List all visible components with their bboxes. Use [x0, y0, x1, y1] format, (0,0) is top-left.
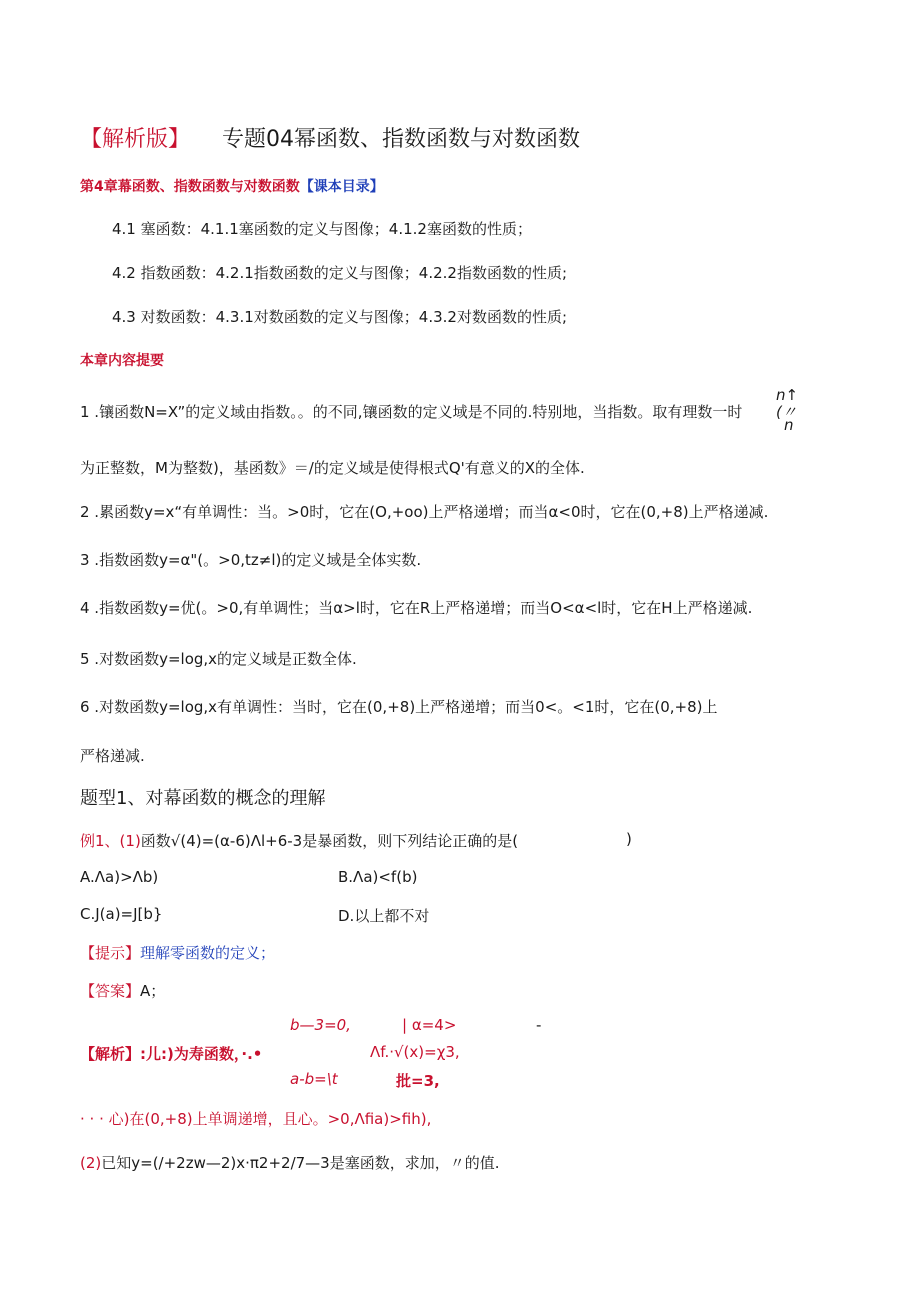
- part-2-number: (2): [80, 1154, 102, 1172]
- summary-p6-cont: 严格递减.: [80, 747, 145, 765]
- eq-fx: Λf.·√(x)=χ3,: [370, 1043, 460, 1061]
- catalog-bracket: 【课本目录】: [299, 179, 384, 195]
- summary-p1-line2: 为正整数，M为整数)，基函数》＝/的定义域是使得根式Q'有意义的X的全体.: [80, 459, 585, 477]
- option-a: A.Λa)>Λb): [80, 868, 159, 886]
- answer-text: A；: [140, 982, 166, 1000]
- topic-heading: 题型1、对幕函数的概念的理解: [80, 788, 326, 809]
- analysis: [80, 1043, 262, 1064]
- analysis-text: :儿:)为寿函数，·.•: [140, 1045, 263, 1063]
- part-2: [80, 1152, 500, 1173]
- summary-p1-frac-mid: (〃: [776, 403, 797, 421]
- hint-label: 【提示】: [80, 944, 141, 962]
- catalog-item-4-2: 4.2 指数函数：4.2.1指数函数的定义与图像；4.2.2指数函数的性质;: [112, 264, 568, 282]
- conclusion: · · · 心)在(0,+8)上单调递增，且心。>0,Λfia)>fih),: [80, 1110, 432, 1128]
- eq-alpha-4: | α=4>: [402, 1016, 457, 1034]
- chapter-name: 第4章幕函数、指数函数与对数函数: [80, 179, 300, 195]
- title-tag: 【解析版】: [80, 127, 191, 152]
- summary-p3: 3 .指数函数y=α"(。>0,tz≠l)的定义域是全体实数.: [80, 551, 422, 569]
- option-c: C.J(a)=J[b}: [80, 905, 163, 923]
- answer-label: 【答案】: [80, 982, 141, 1000]
- part-2-text: 已知y=(/+2zw—2)x·π2+2/7—3是塞函数，求加，〃的值.: [101, 1154, 500, 1172]
- eq-a-minus-b: a-b=\t: [290, 1070, 338, 1088]
- page-title: 专题04幂函数、指数函数与对数函数: [222, 127, 580, 152]
- analysis-label: 【解析】: [80, 1045, 141, 1063]
- summary-p1-line1: 1 .镶函数N=X”的定义域由指数。。的不同,镶函数的定义域是不同的.特别地，当指数。取有理数一时: [80, 403, 743, 421]
- summary-p4: 4 .指数函数y=优(。>0,有单调性；当α>l时，它在R上严格递增；而当O<α<l时，它在H上严格递减.: [80, 599, 753, 617]
- chapter-title: [80, 176, 384, 196]
- summary-p2: 2 .累函数y=x“有单调性：当。>0时，它在(O,+oo)上严格递增；而当α<0时，它在(0,+8)上严格递减.: [80, 503, 769, 521]
- hint-text: 理解零函数的定义；: [140, 944, 276, 962]
- answer: [80, 980, 165, 1001]
- hint: [80, 942, 275, 963]
- summary-p6: 6 .对数函数y=log,x有单调性：当时，它在(0,+8)上严格递增；而当0<。<1时，它在(0,+8)上: [80, 698, 718, 716]
- example-label: 例1、: [80, 832, 120, 850]
- eq-pi-3: 批=3,: [396, 1072, 440, 1090]
- option-d: D.以上都不对: [338, 907, 430, 925]
- summary-heading: 本章内容提要: [80, 353, 164, 369]
- option-b: B.Λa)<f(b): [338, 868, 418, 886]
- summary-p5: 5 .对数函数y=log,x的定义域是正数全体.: [80, 650, 357, 668]
- eq-dash: -: [536, 1016, 542, 1034]
- example-1: [80, 830, 518, 851]
- eq-b-minus-3: b—3=0,: [290, 1016, 351, 1034]
- summary-p1-frac-bot: n: [784, 416, 794, 434]
- summary-p1-frac-top: n↑: [776, 386, 799, 404]
- catalog-item-4-3: 4.3 对数函数：4.3.1对数函数的定义与图像；4.3.2对数函数的性质;: [112, 308, 568, 326]
- example-text: 函数√(4)=(α-6)Λl+6-3是暴函数，则下列结论正确的是(: [140, 832, 519, 850]
- example-number: (1): [119, 832, 141, 850]
- catalog-item-4-1: 4.1 塞函数：4.1.1塞函数的定义与图像；4.1.2塞函数的性质；: [112, 220, 532, 238]
- example-close-paren: ): [626, 830, 632, 848]
